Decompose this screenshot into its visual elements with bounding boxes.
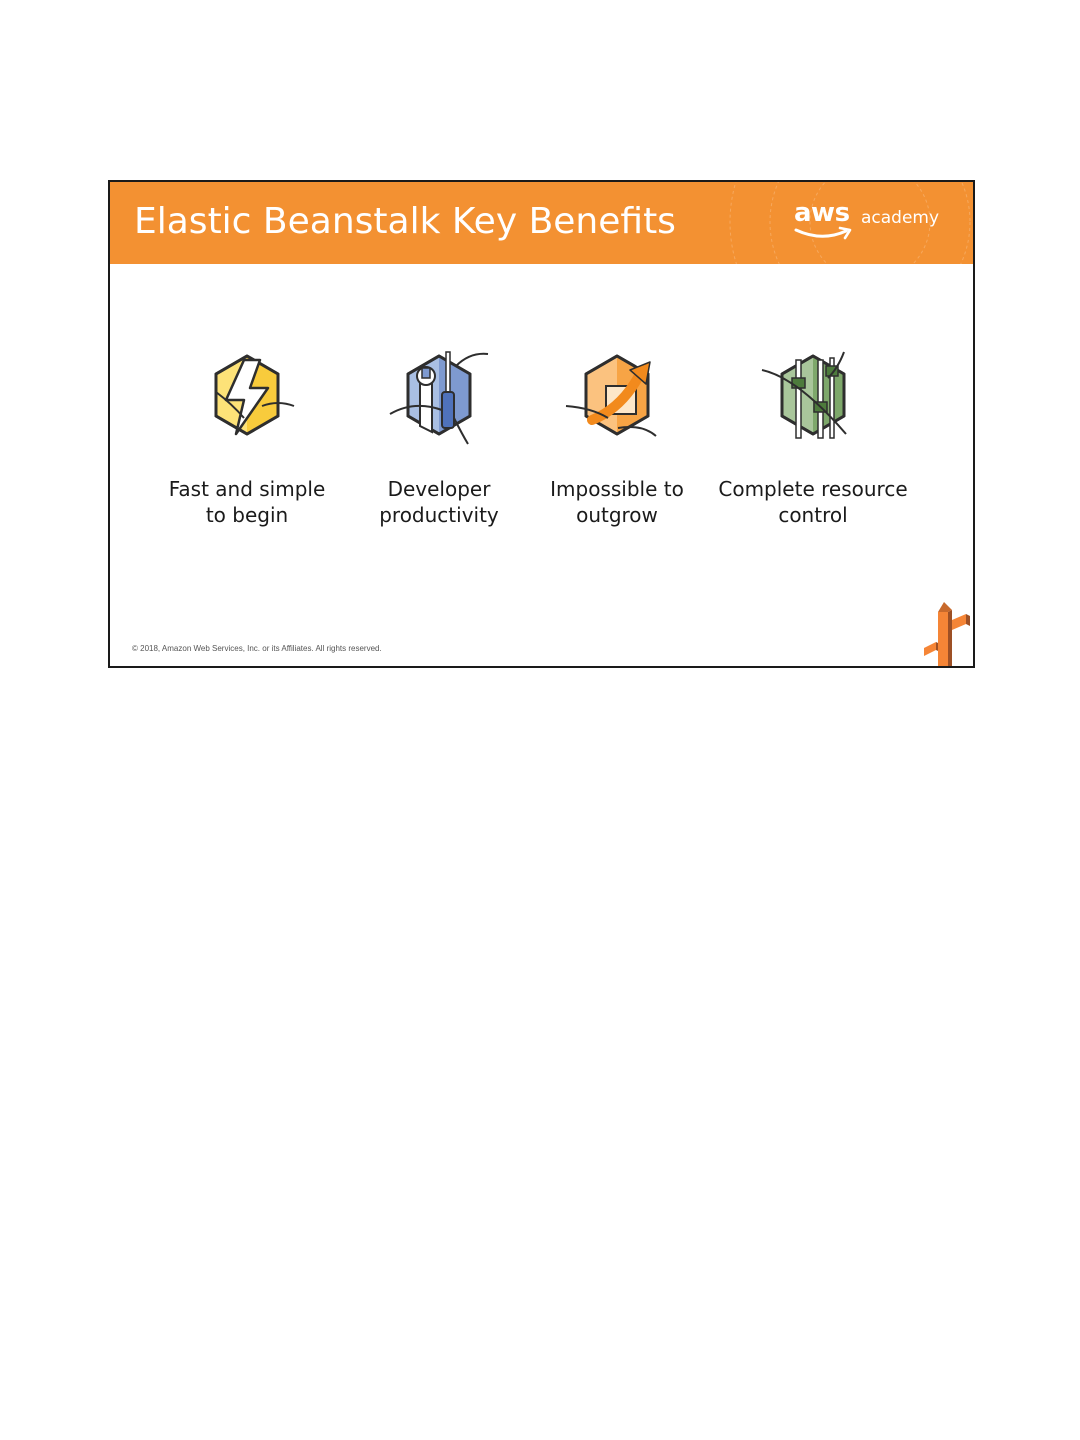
tools-icon [384,348,494,448]
growth-arrow-icon [562,348,672,448]
benefit-label: Impossible to outgrow [550,477,684,527]
aws-logo-text: aws [794,198,850,228]
aws-smile-icon [794,226,854,242]
lightning-icon [192,348,302,448]
aws-academy-logo [794,198,944,246]
benefit-impossible-to-outgrow [517,348,717,528]
slide-title: Elastic Beanstalk Key Benefits [134,201,676,242]
copyright-footer: © 2018, Amazon Web Services, Inc. or its Affiliates. All rights reserved. [132,644,382,653]
benefit-developer-productivity [339,348,539,528]
benefit-label: Developer productivity [379,477,499,527]
benefit-label: Fast and simple to begin [168,477,326,527]
benefit-fast-simple [147,348,347,528]
sliders-icon [758,348,868,448]
slide-header [110,182,973,264]
benefit-label: Complete resource control [718,477,908,527]
academy-logo-text: academy [861,208,940,228]
slide [108,180,975,668]
elastic-beanstalk-logo [922,602,970,666]
benefit-complete-resource-control [713,348,913,528]
